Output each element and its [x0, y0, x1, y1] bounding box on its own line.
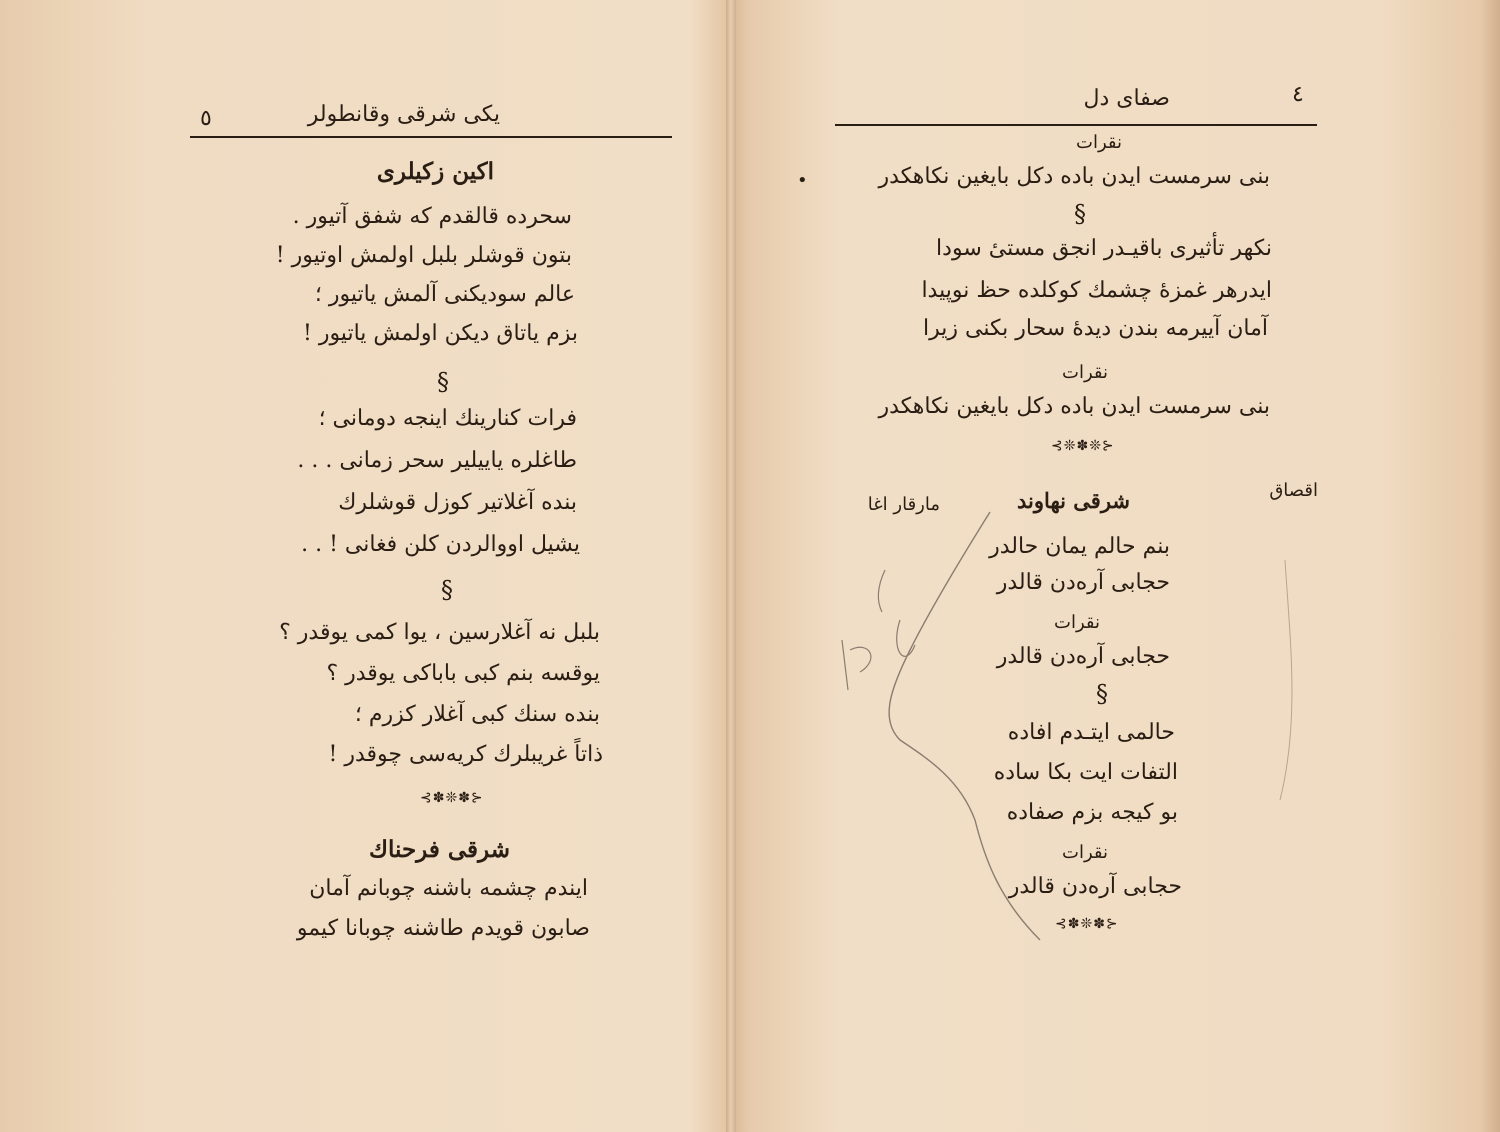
poem2-title: شرقی فرحناك — [369, 836, 510, 863]
stanza-line: نکهر تأثیری باقیـدر انجق مستیٔ سودا — [936, 236, 1272, 261]
usul-label: اقصاق — [1269, 480, 1318, 501]
ornament-divider: ⊰✽❊✽⊱ — [1055, 916, 1119, 932]
ornament-divider: ⊰✽❊✽⊱ — [420, 790, 484, 806]
poem1-line: عالم سودیکنی آلمش یاتیور ؛ — [314, 282, 575, 307]
poem1-line: یشیل اووالردن کلن فغانی ! . . — [301, 532, 580, 557]
stanza-line: ایدرهر غمزهٔ چشمك کوکلده حظ نوپیدا — [921, 278, 1272, 303]
refrain-line: حجابی آره‌دن قالدر — [996, 644, 1170, 669]
refrain-label: نقرات — [1062, 842, 1108, 863]
refrain-line: بنی سرمست ایدن باده دکل بایغین نکاهکدر — [878, 394, 1270, 419]
refrain-label: نقرات — [1062, 362, 1108, 383]
section-mark: § — [1074, 200, 1086, 228]
poem1-line: بنده سنك کبی آغلار کزرم ؛ — [354, 702, 600, 727]
section-mark: § — [1096, 680, 1108, 708]
song2-line: التفات ایت بکا ساده — [993, 760, 1178, 785]
refrain-label: نقرات — [1054, 612, 1100, 633]
refrain-line: حجابی آره‌دن قالدر — [1008, 874, 1182, 899]
poem1-title: اکین زکیلری — [376, 158, 494, 185]
section-mark: § — [441, 576, 453, 604]
poem1-line: بنده آغلاتیر کوزل قوشلرك — [338, 490, 577, 515]
right-header-title: صفای دل — [1083, 86, 1170, 111]
refrain-line: بنی سرمست ایدن باده دکل بایغین نکاهکدر — [878, 164, 1270, 189]
right-page-number: ٤ — [1292, 82, 1304, 107]
poem1-line: فرات کنارینك اینجه دومانی ؛ — [318, 406, 577, 431]
poem2-line: صابون قویدم طاشنه چوبانا کیمو — [296, 916, 590, 941]
poem1-line: یوقسه بنم کبی باباکی یوقدر ؟ — [326, 661, 600, 686]
poem1-line: بزم یاتاق دیکن اولمش یاتیور ! — [302, 321, 578, 346]
left-page-number: ٥ — [200, 106, 212, 131]
song2-line: حجابی آره‌دن قالدر — [996, 570, 1170, 595]
left-header-title: یکی شرقی وقانطولر — [307, 102, 500, 127]
song2-line: حالمی ایتـدم افاده — [1007, 720, 1175, 745]
stanza-line: آمان آییرمه بندن دیدهٔ سحار بکنی زیرا — [923, 316, 1268, 341]
section-mark: § — [437, 368, 449, 396]
poem1-line: ذاتاً غریبلرك کریه‌سی چوقدر ! — [328, 742, 603, 767]
poem2-line: ایندم چشمه باشنه چوبانم آمان — [309, 876, 588, 901]
song2-line: بو کیجه بزم صفاده — [1006, 800, 1178, 825]
poem1-line: طاغلره یاییلیر سحر زمانی . . . — [297, 448, 577, 473]
page-edge-shadow — [1480, 0, 1500, 1132]
ornament-divider: ⊰❊✽❊⊱ — [1051, 438, 1115, 454]
composer-name: مارقار اغا — [867, 494, 940, 515]
song2-line: بنم حالم یمان حالدر — [989, 534, 1170, 559]
poem1-line: سحرده قالقدم که شفق آتیور . — [292, 204, 572, 229]
poem1-line: بتون قوشلر بلبل اولمش اوتیور ! — [275, 243, 572, 268]
refrain-label: نقرات — [1076, 132, 1122, 153]
print-dot: • — [797, 170, 808, 191]
song2-title: شرقی نهاوند — [1017, 488, 1130, 513]
poem1-line: بلبل نه آغلارسین ، یوا کمی یوقدر ؟ — [279, 620, 600, 645]
